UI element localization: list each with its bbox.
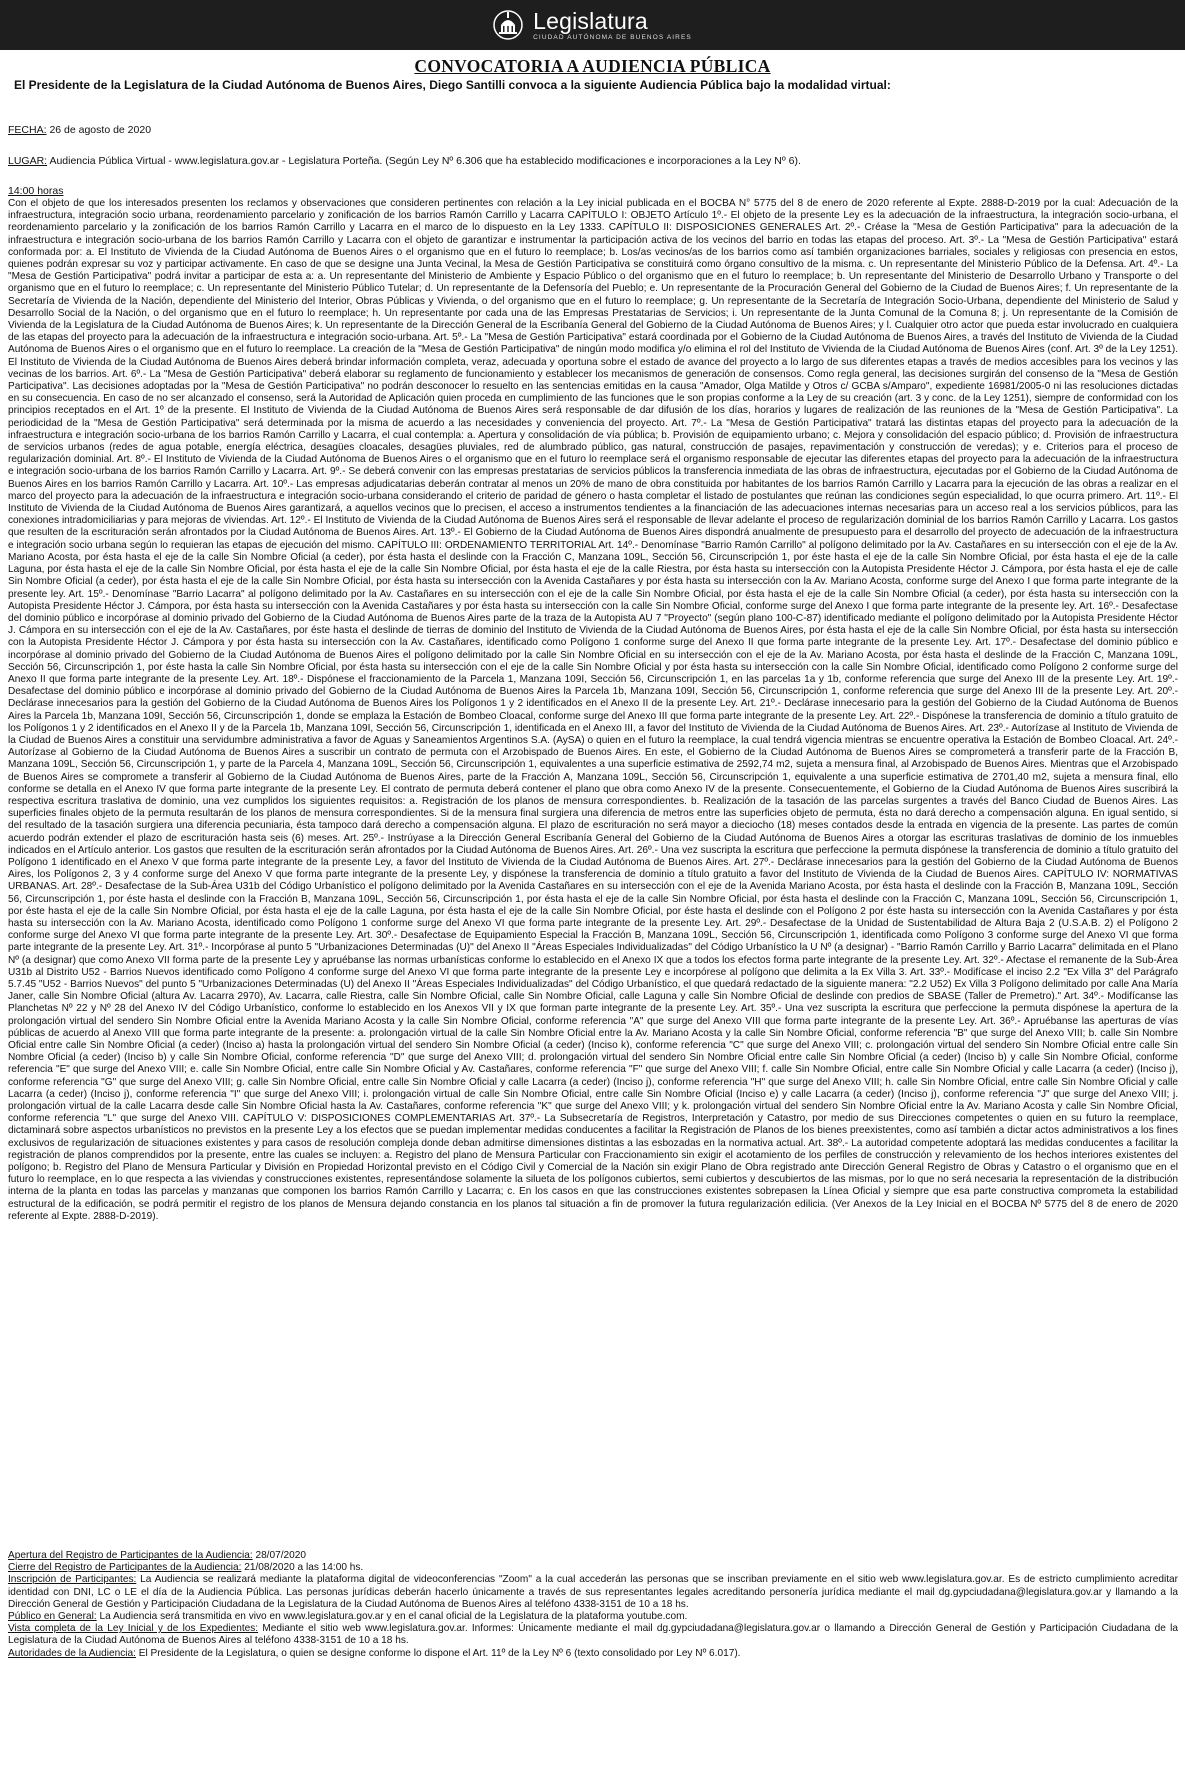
cierre-label: Cierre del Registro de Participantes de la Audiencia: bbox=[8, 1562, 242, 1574]
legislature-dome-icon bbox=[493, 7, 523, 43]
fecha-field bbox=[8, 124, 1178, 137]
apertura-value: 28/07/2020 bbox=[255, 1550, 306, 1561]
vista-line bbox=[8, 1623, 1178, 1647]
hora-value: 14:00 horas bbox=[8, 185, 64, 197]
vista-label: Vista completa de la Ley Inicial y de los Expedientes: bbox=[8, 1623, 259, 1635]
hora-field bbox=[8, 185, 1178, 198]
lugar-value: Audiencia Pública Virtual - www.legislatura.gov.ar - Legislatura Porteña. (Según Ley Nº 6.306 que ha establecido modificaciones e incorporaciones a la Ley Nº 6). bbox=[49, 155, 801, 167]
publico-value: La Audiencia será transmitida en vivo en www.legislatura.gov.ar y en el canal oficial de la Legislatura de la plataforma youtube.com. bbox=[99, 1611, 688, 1623]
vista-value: Mediante el sitio web www.legislatura.gov.ar. Informes: Únicamente mediante el mail dg.gypciudadana@legislatura.gov.ar o llamando a Dirección General de Gestión y Participación Ciudadana de la Legislatura de la Ciudad Autónoma de Buenos Aires al teléfono 4338-3151 de 10 a 18 hs. bbox=[8, 1623, 1178, 1647]
inscripcion-label: Inscripción de Participantes: bbox=[8, 1574, 137, 1586]
lugar-label: LUGAR: bbox=[8, 155, 48, 167]
autoridades-value: El Presidente de la Legislatura, o quien se designe conforme lo dispone el Art. 11º de la Ley Nº 6 (texto consolidado por Ley Nº 6.017). bbox=[138, 1647, 741, 1659]
inscripcion-line bbox=[8, 1574, 1178, 1611]
logo-subtitle: CIUDAD AUTÓNOMA DE BUENOS AIRES bbox=[533, 33, 692, 41]
inscripcion-value: La Audiencia se realizará mediante la plataforma digital de videoconferencias "Zoom" a la cual accederán las personas que se inscriban previamente en el sitio web www.legislatura.gov.ar. Es de estricto cumplimiento acreditar identidad con DNI, LC o LE el día de la Audiencia Pública. Las personas jurídicas deberán hacerlo únicamente a través de sus representantes legales acreditando personería jurídica mediante el mail dg.gypciudadana@legislatura.gov.ar y llamando a la Dirección General de Gestión y Participación Ciudadana de la Legislatura de la Ciudad Autónoma de Buenos Aires al teléfono 4338-3151 de 10 a 18 hs. bbox=[8, 1574, 1178, 1610]
registration-info bbox=[8, 1550, 1178, 1660]
fecha-value: 26 de agosto de 2020 bbox=[49, 124, 152, 136]
cierre-value: 21/08/2020 a las 14:00 hs. bbox=[244, 1562, 364, 1574]
fecha-label: FECHA: bbox=[8, 124, 47, 136]
lugar-field bbox=[8, 155, 1178, 168]
autoridades-label: Autoridades de la Audiencia: bbox=[8, 1647, 136, 1659]
apertura-line bbox=[8, 1550, 1178, 1562]
apertura-label: Apertura del Registro de Participantes de la Audiencia: bbox=[8, 1550, 253, 1561]
publico-line bbox=[8, 1611, 1178, 1623]
page-title: CONVOCATORIA A AUDIENCIA PÚBLICA bbox=[414, 56, 771, 76]
intro-text: El Presidente de la Legislatura de la Ciudad Autónoma de Buenos Aires, Diego Santilli convoca a la siguiente Audiencia Pública bajo la modalidad virtual: bbox=[14, 78, 891, 92]
publico-label: Público en General: bbox=[8, 1611, 97, 1623]
logo-name: Legislatura bbox=[533, 7, 648, 34]
autoridades-line bbox=[8, 1648, 1178, 1660]
cierre-line bbox=[8, 1562, 1178, 1574]
law-body-text: Con el objeto de que los interesados presenten los reclamos y observaciones que consideren pertinentes con relación a la Ley inicial publicada en el BOCBA N° 5775 del 8 de enero de 2020 referente al Expte. 2888-D-2019 por la cual: Adecuación de la infraestructura, integración socio urbana, reordenamiento parcelario y zonificación de los barrios Ramón Carrillo y Lacarra CAPÍTULO I: OBJETO Artículo 1º.- El objeto de la presente Ley es la adecuación de la infraestructura, la integración socio-urbana, el reordenamiento parcelario y la zonificación de los barrios Ramón Carrillo y Lacarra en el marco de lo dispuesto en la Ley 1333. CAPÍTULO II: DISPOSICIONES GENERALES Art. 2º.- Créase la "Mesa de Gestión Participativa" para la adecuación de la infraestructura e integración socio-urbana de los barrios Ramón Carrillo y Lacarra con el objeto de garantizar e instrumentar la participación activa de los vecinos del barrio en todas las etapas del proceso. Art. 3º.- La "Mesa de Gestión Participativa" estará conformada por: a. El Instituto de Vivienda de la Ciudad Autónoma de Buenos Aires o el organismo que en el futuro lo reemplace; b. Los/as vecinos/as de los barrios como así también organizaciones barriales, sociales y religiosas con presencia en estos, quienes podrán expresar su voz y participar activamente. En caso de que se designe una Junta Vecinal, la Mesa de Gestión Participativa se constituirá como órgano consultivo de la misma. c. Un representante del Ministerio Público de la Defensa. Art. 4º.- La "Mesa de Gestión Participativa" podrá invitar a participar de esta a: a. Un representante del Ministerio de Ambiente y Espacio Público o del organismo que en el futuro lo reemplace; b. Un representante del Ministerio de Desarrollo Urbano y Transporte o del organismo que en el futuro lo reemplace; c. Un representante del Ministerio Público Tutelar; d. Un representante de la Defensoría del Pueblo; e. Un representante de la Procuración General del Gobierno de la Ciudad de Buenos Aires; f. Un representante de la Secretaría de Vivienda de la Nación, dependiente del Ministerio del Interior, Obras Públicas y Vivienda, o del organismo que en el futuro lo reemplace; g. Un representante de la Secretaría de Integración Socio-Urbana, dependiente del Ministerio de Salud y Desarrollo Social de la Nación, o del organismo que en el futuro lo reemplace; h. Un representante por cada una de las Empresas Prestatarias de Servicios; i. Un representante de la Junta Comunal de la Comuna 8; j. Un representante de la Comisión de Vivienda de la Legislatura de la Ciudad Autónoma de Buenos Aires; k. Un representante de la Dirección General de la Escribanía General del Gobierno de la Ciudad Autónoma de Buenos Aires; y l. Cualquier otro actor que pueda estar involucrado en cualquiera de las etapas del proyecto para la adecuación de la infraestructura e integración socio-urbana. Art. 5º.- La "Mesa de Gestión Participativa" estará coordinada por el Gobierno de la Ciudad Autónoma de Buenos Aires, a través del Instituto de Vivienda de la Ciudad Autónoma de Buenos Aires o el organismo que en el futuro lo reemplace. La creación de la "Mesa de Gestión Participativa" de ningún modo modifica y/o elimina el rol del Instituto de Vivienda de la Ciudad Autónoma de Buenos Aires (conf. Art. 3º de la Ley 1251). El Instituto de Vivienda de la Ciudad Autónoma de Buenos Aires deberá brindar información completa, veraz, adecuada y oportuna sobre el estado de avance del proyecto a lo largo de sus diferentes etapas a través de medios accesibles para los vecinos y las vecinas de los barrios. Art. 6º.- La "Mesa de Gestión Participativa" deberá elaborar su reglamento de funcionamiento y establecer los mecanismos de generación de consensos. Como regla general, las decisiones surgirán del consenso de la "Mesa de Gestión Participativa". Las decisiones adoptadas por la "Mesa de Gestión Participativa" no podrán desconocer lo resuelto en las sentencias emitidas en la causa "Amador, Olga Matilde y Otros c/ GCBA s/Amparo", expediente 16981/2005-0 ni las resoluciones dictadas en su consecuencia. En caso de no ser alcanzado el consenso, será la Autoridad de Aplicación quien proceda en cumplimiento de las funciones que le son propias conforme a la Ley de su creación (art. 3 y conc. de la Ley 1251), siempre de conformidad con los principios receptados en el Art. 1º de la presente. El Instituto de Vivienda de la Ciudad Autónoma de Buenos Aires será responsable de dar difusión de los días, horarios y lugares de realización de las reuniones de la "Mesa de Gestión Participativa". La periodicidad de la "Mesa de Gestión Participativa" será determinada por la misma de acuerdo a las necesidades y conveniencia del proyecto. Art. 7º.- La "Mesa de Gestión Participativa" tratará las distintas etapas del proyecto para la adecuación de la infraestructura e integración socio-urbana de los barrios Ramón Carrillo y Lacarra, el cual contempla: a. Apertura y consolidación de vía pública; b. Provisión de equipamiento urbano; c. Mejora y consolidación del espacio público; d. Provisión de infraestructura de servicios urbanos (redes de agua potable, energía eléctrica, desagües cloacales, desagües pluviales, red de alumbrado público, gas natural, construcción de pasajes, repavimentación y construcción de veredas); y e. Criterios para el proceso de regularización dominial. Art. 8º.- El Instituto de Vivienda de la Ciudad Autónoma de Buenos Aires o el organismo que en el futuro lo reemplace será el organismo responsable de ejecutar las diferentes etapas del proyecto para la adecuación de la infraestructura e integración socio-urbana de los barrios Ramón Carrillo y Lacarra. Art. 9º.- Se deberá convenir con las empresas prestatarias de servicios públicos la transferencia inmediata de las obras de infraestructura, ejecutadas por el Gobierno de la Ciudad Autónoma de Buenos Aires en los barrios Ramón Carrillo y Lacarra. Art. 10º.- Las empresas adjudicatarias deberán contratar al menos un 20% de mano de obra constituida por habitantes de los barrios Ramón Carrillo y Lacarra para la ejecución de las obras a realizar en el marco del proyecto para la adecuación de la infraestructura e integración socio-urbana considerando el criterio de paridad de género o hasta completar el listado de postulantes que reúnan las condiciones según especialidad, lo que ocurra primero. Art. 11º.- El Instituto de Vivienda de la Ciudad Autónoma de Buenos Aires garantizará, a aquellos vecinos que lo precisen, el acceso a instrumentos tendientes a la financiación de las adecuaciones internas necesarias para un acceso real a los servicios públicos, para las conexiones intradomiciliarias y para mejoras de viviendas. Art. 12º.- El Instituto de Vivienda de la Ciudad Autónoma de Buenos Aires será el responsable de llevar adelante el proceso de regularización dominial de los barrios Ramón Carrillo y Lacarra. Los gastos que resulten de la escrituración serán afrontados por la Ciudad Autónoma de Buenos Aires. Art. 13º.- El Gobierno de la Ciudad Autónoma de Buenos Aires dispondrá anualmente de presupuesto para el desarrollo del proyecto de adecuación de la infraestructura e integración socio urbana según lo requieran las etapas de ejecución del mismo. CAPÍTULO III: ORDENAMIENTO TERRITORIAL Art. 14º.- Denomínase "Barrio Ramón Carrillo" al polígono delimitado por la Av. Castañares en su intersección con el eje de la Av. Mariano Acosta, por ésta hasta el eje de la calle Sin Nombre Oficial (a ceder), por ésta hasta el deslinde con la Fracción C, Manzana 109L, Sección 56, Circunscripción 1, por éste hasta el eje de la calle Sin Nombre Oficial, por ésta hasta el eje de la calle Laguna, por ésta hasta el eje de la calle Sin Nombre Oficial, por ésta hasta el eje de la calle Sin Nombre Oficial, por ésta hasta el eje de la calle Riestra, por ésta hasta su intersección con la Autopista Presidente Héctor J. Cámpora, por ésta hasta el eje de calle Sin Nombre Oficial (a ceder), por ésta hasta el eje de la calle Sin Nombre Oficial, por ésta hasta su intersección con la Avenida Castañares y por ésta hasta su intersección con la Av. Mariano Acosta, conforme surge del Anexo I que forma parte integrante de la presente ley. Art. 15º.- Denomínase "Barrio Lacarra" al polígono delimitado por la Av. Castañares en su intersección con el eje de la calle Sin Nombre Oficial, por ésta hasta el eje de la calle Sin Nombre Oficial (a ceder), por ésta hasta su intersección con la Autopista Presidente Héctor J. Cámpora, por ésta hasta su intersección con la Avenida Castañares y por ésta hasta su intersección con la calle Sin Nombre Oficial, conforme surge del Anexo I que forma parte integrante de la presente ley. Art. 16º.- Desafectase del dominio público e incorpórase al dominio privado del Gobierno de la Ciudad Autónoma de Buenos Aires parte de la traza de la Autopista AU 7 "Proyecto" (según plano 100-C-87) identificado mediante el polígono delimitado por la Autopista Presidente Héctor J. Cámpora en su intersección con el eje de la Av. Castañares, por éste hasta el deslinde de tierras de dominio del Instituto de Vivienda de la Ciudad Autónoma de Buenos Aires, por ésta hasta el eje de la calle Sin Nombre Oficial, por ésta hasta su intersección con la Autopista Presidente Héctor J. Cámpora y por ésta hasta su intersección con la Av. Castañares, identificado como Polígono 1 conforme surge del Anexo II que forma parte integrante de la presente Ley. Art. 17º.- Desafectase del dominio público e incorpórase al dominio privado del Gobierno de la Ciudad Autónoma de Buenos Aires el polígono delimitado por la calle Sin Nombre Oficial en su intersección con el eje de la Av. Mariano Acosta, por ésta hasta el deslinde de la Fracción C, Manzana 109L, Sección 56, Circunscripción 1, por éste hasta la calle Sin Nombre Oficial, por ésta hasta su intersección con el eje de la calle Sin Nombre Oficial y por ésta hasta su intersección con la calle Sin Nombre Oficial, identificado como Polígono 2 conforme surge del Anexo II que forma parte integrante de la presente Ley. Art. 18º.- Dispónese el fraccionamiento de la Parcela 1, Manzana 109I, Sección 56, Circunscripción 1, en las parcelas 1a y 1b, conforme referencia que surge del Anexo III de la presente Ley. Art. 19º.- Desafectase del dominio público e incorpórase al dominio privado del Gobierno de la Ciudad Autónoma de Buenos Aires la Parcela 1b, Manzana 109I, Sección 56, Circunscripción 1, conforme referencia que surge del Anexo III de la presente Ley. Art. 20º.- Declárase innecesarios para la gestión del Gobierno de la Ciudad Autónoma de Buenos Aires los Polígonos 1 y 2 identificados en el Anexo II de la presente Ley. Art. 21º.- Declárase innecesario para la gestión del Gobierno de la Ciudad Autónoma de Buenos Aires la Parcela 1b, Manzana 109I, Sección 56, Circunscripción 1, donde se emplaza la Estación de Bombeo Cloacal, conforme surge del Anexo III que forma parte integrante de la presente Ley. Art. 22º.- Dispónese la transferencia de dominio a título gratuito de los Polígonos 1 y 2 identificados en el Anexo II y de la Parcela 1b, Manzana 109I, Sección 56, Circunscripción 1, identificada en el Anexo III, a favor del Instituto de Vivienda de la Ciudad Autónoma de Buenos Aires. Art. 23º.- Autorízase al Instituto de Vivienda de la Ciudad de Buenos Aires a constituir una servidumbre administrativa a favor de Aguas y Saneamientos Argentinos S.A. (AySA) o quien en el futuro la reemplace, la cual tendrá vigencia mientras se encuentre operativa la Estación de Bombeo Cloacal. Art. 24º.- Autorízase al Gobierno de la Ciudad Autónoma de Buenos Aires a suscribir un contrato de permuta con el Arzobispado de Buenos Aires. En este, el Gobierno de la Ciudad Autónoma de Buenos Aires se comprometerá a transferir parte de la Fracción B, Manzana 109L, Sección 56, Circunscripción 1, y parte de la Parcela 4, Manzana 109L, Sección 56, Circunscripción 1, equivalentes a una superficie estimativa de 2592,74 m2, sujeta a mensura final, al Arzobispado de Buenos Aires. Mientras que el Arzobispado de Buenos Aires se compromete a transferir al Gobierno de la Ciudad Autónoma de Buenos Aires, parte de la Fracción A, Manzana 109L, Sección 56, Circunscripción 1, equivalente a una superficie estimativa de 2701,40 m2, sujeta a mensura final, ello conforme se detalla en el Anexo IV que forma parte integrante de la presente Ley. El contrato de permuta deberá contener el plano que obra como Anexo IV de la presente. Consecuentemente, el Gobierno de la Ciudad Autónoma de Buenos Aires suscribirá la respectiva escritura traslativa de dominio, una vez cumplidos los siguientes requisitos: a. Registración de los planos de mensura correspondientes. b. Realización de la tasación de las parcelas surgentes a través del Banco Ciudad de Buenos Aires. Las superficies finales objeto de la permuta resultarán de los planos de mensura correspondientes. Si de la mensura final surgiera una diferencia de metros entre las superficies objeto de permuta, ésta no dará derecho a compensación alguna. En igual sentido, si del resultado de la tasación surgiera una diferencia pecuniaria, ésta tampoco dará derecho a compensación alguna. El plazo de escrituración no será mayor a dieciocho (18) meses contados desde la entrada en vigencia de la presente. Las partes de común acuerdo podrán extender el plazo de escrituración hasta seis (6) meses. Art. 25º.- Instrúyase a la Dirección General Escribanía General del Gobierno de la Ciudad Autónoma de Buenos Aires a otorgar las escrituras traslativas de dominio de los inmuebles indicados en el Artículo anterior. Los gastos que resulten de la escrituración serán afrontados por la Ciudad Autónoma de Buenos Aires. Art. 26º.- Una vez suscripta la escritura que perfeccione la permuta dispónese la transferencia de dominio a título gratuito del Polígono 1 identificado en el Anexo V que forma parte integrante de la presente Ley, a favor del Instituto de Vivienda de la Ciudad Autónoma de Buenos Aires. Art. 27º.- Declárase innecesarios para la gestión del Gobierno de la Ciudad Autónoma de Buenos Aires, los Polígonos 2, 3 y 4 conforme surge del Anexo V que forma parte integrante de la presente Ley, y dispónese la transferencia de dominio a título gratuito a favor del Instituto de Vivienda de la Ciudad de Buenos Aires. CAPÍTULO IV: NORMATIVAS URBANAS. Art. 28º.- Desafectase de la Sub-Área U31b del Código Urbanístico el polígono delimitado por la Avenida Castañares en su intersección con el eje de la Avenida Mariano Acosta, por ésta hasta el deslinde con la Fracción B, Manzana 109L, Sección 56, Circunscripción 1, por éste hasta el deslinde con la Fracción B, Manzana 109L, Sección 56, Circunscripción 1, por ésta hasta el eje de la calle Sin Nombre Oficial, por ésta hasta el deslinde con la Fracción C, Manzana 109L, Sección 56, Circunscripción 1, por éste hasta el eje de la calle Sin Nombre Oficial, por ésta hasta el eje de la calle Laguna, por ésta hasta el eje de la calle Sin Nombre Oficial, por éste hasta el deslinde con el Polígono 2 por éste hasta su intersección con la Avenida Castañares y por ésta hasta su intersección con la Av. Mariano Acosta, identificado como Polígono 1 conforme surge del Anexo VI que forma parte integrante de la presente Ley. Art. 29º.- Desafectase de la Unidad de Sustentabilidad de Altura Baja 2 (U.S.A.B. 2) el Polígono 2 conforme surge del Anexo VI que forma parte integrante de la presente Ley. Art. 30º.- Desafectase de Equipamiento Especial la Fracción B, Manzana 109L, Sección 56, Circunscripción 1, identificada como Polígono 3 conforme surge del Anexo VI que forma parte integrante de la presente Ley. Art. 31º.- Incorpórase al punto 5 "Urbanizaciones Determinadas (U)" del Anexo II "Áreas Especiales Individualizadas" del Código Urbanístico la U Nº (a designar) - "Barrio Ramón Carrillo y Barrio Lacarra" delimitada en el Plano Nº (a designar) que como Anexo VII forma parte de la presente Ley y apruébanse las normas urbanísticas conforme lo establecido en el Anexo IX que a todos los efectos forma parte integrante de la presente Ley. Art. 32º.- Afectase el remanente de la Sub-Área U31b al Distrito U52 - Barrios Nuevos identificado como Polígono 4 conforme surge del Anexo VI que forma parte integrante de la presente Ley e incorpórese al polígono que delimita a la Ex Villa 3. Art. 33º.- Modifícase el inciso 2.2 "Ex Villa 3" del Parágrafo 5.7.45 "U52 - Barrios Nuevos" del punto 5 "Urbanizaciones Determinadas (U) del Anexo II "Áreas Especiales Individualizadas" del Código Urbanístico, el que quedará redactado de la siguiente manera: "2.2 U52) Ex Villa 3 Polígono delimitado por calle Ana María Janer, calle Sin Nombre Oficial (altura Av. Lacarra 2970), Av. Lacarra, calle Riestra, calle Sin Nombre Oficial, calle Sin Nombre Oficial, calle Laguna y calle Sin Nombre Oficial de deslinde con predios de SBASE (Taller de Premetro)." Art. 34º.- Modifícanse las Planchetas Nº 22 y Nº 28 del Anexo IV del Código Urbanístico, conforme lo establecido en los Anexos VII y IX que forman parte integrante de la presente Ley. Art. 35º.- Una vez suscripta la escritura que perfeccione la permuta dispónese la apertura de la prolongación virtual del sendero Sin Nombre Oficial entre la Avenida Mariano Acosta y la calle Sin Nombre Oficial, conforme referencia "A" que surge del Anexo VIII que forma parte integrante de la presente Ley. Art. 36º.- Apruébanse las aperturas de vías públicas de acuerdo al Anexo VIII que forma parte integrante de la presente: a. prolongación virtual de la calle Sin Nombre Oficial entre la Av. Mariano Acosta y la calle Sin Nombre Oficial, conforme referencia "B" que surge del Anexo VIII; b. calle Sin Nombre Oficial entre calle Sin Nombre Oficial (a ceder) (Inciso a) hasta la prolongación virtual del sendero Sin Nombre Oficial (a ceder) (Inciso k), conforme referencia "C" que surge del Anexo VIII; c. prolongación virtual del sendero Sin Nombre Oficial entre calle Sin Nombre Oficial (a ceder) (Inciso b) y calle Sin Nombre Oficial, conforme referencia "D" que surge del Anexo VIII; d. prolongación virtual del sendero Sin Nombre Oficial entre calle Sin Nombre Oficial (a ceder) (Inciso b) y calle Sin Nombre Oficial, conforme referencia "E" que surge del Anexo VIII; e. calle Sin Nombre Oficial, entre calle Sin Nombre Oficial y Av. Castañares, conforme referencia "F" que surge del Anexo VIII; f. calle Sin Nombre Oficial, entre calle Sin Nombre Oficial y calle Lacarra (a ceder) (Inciso j), conforme referencia "G" que surge del Anexo VIII; g. calle Sin Nombre Oficial, entre calle Sin Nombre Oficial y calle Lacarra (a ceder) (Inciso j), conforme referencia "H" que surge del Anexo VIII; h. calle Sin Nombre Oficial, entre calle Sin Nombre Oficial y calle Lacarra (a ceder) (Inciso j), conforme referencia "I" que surge del Anexo VIII; i. prolongación virtual de calle Sin Nombre Oficial, entre calle Sin Nombre Oficial (Inciso e) y calle Lacarra (a ceder) (Inciso j), conforme referencia "J" que surge del Anexo VIII; j. prolongación virtual de la calle Lacarra desde calle Sin Nombre Oficial hasta la Av. Castañares, conforme referencia "K" que surge del Anexo VIII; y k. prolongación virtual del sendero Sin Nombre Oficial entre la Av. Mariano Acosta y calle Sin Nombre Oficial, conforme referencia "L" que surge del Anexo VIII. CAPÍTULO V: DISPOSICIONES COMPLEMENTARIAS Art. 37º.- La Subsecretaría de Registros, Interpretación y Catastro, por medio de sus Direcciones competentes o quien en su futuro la reemplace, dictaminará sobre aspectos urbanísticos no previstos en la presente Ley a los efectos que se puedan implementar medidas conducentes a facilitar la Registración de Planos de los bienes preexistentes, como así también a dictar actos administrativos a los fines exclusivos de regularización de situaciones existentes y para casos de resolución compleja donde deban admitirse dimensiones distintas a las esbozadas en la normativa actual. Art. 38º.- La autoridad competente adoptará las medidas conducentes a facilitar la registración de planos comprendidos por la presente, entre las cuales se incluyen: a. Registro del plano de Mensura Particular con Fraccionamiento sin exigir el acotamiento de los perfiles de construcción y relevamiento de los hechos interiores existentes del polígono; b. Registro del Plano de Mensura Particular y División en Propiedad Horizontal previsto en el Código Civil y Comercial de la Nación sin exigir Plano de Obra registrado ante Dirección General Registro de Obras y Catastro o el organismo que en el futuro lo reemplace, en lo que respecta a las viviendas y construcciones existentes, representándose solamente la silueta de los polígonos cubiertos, semi cubiertos y descubiertos de las mismas, por lo que no será necesaria la representación de la distribución interna de la planta en todas las parcelas y manzanas que componen los barrios Ramón Carrillo y Lacarra; c. En los casos en que las construcciones existentes sobrepasen la Línea Oficial y siempre que esa parte constructiva comprometa la estabilidad estructural de la edificación, se podrá permitir el registro de los planos de Mensura dejando constancia en los planos tal situación a fin de promover la futura regularización edilicia. (Ver Anexos de la Ley Inicial en el BOCBA Nº 5775 del 8 de enero de 2020 referente al Expte. 2888-D-2019). bbox=[8, 198, 1178, 1222]
header-bar bbox=[0, 0, 1185, 50]
logo bbox=[493, 7, 692, 43]
